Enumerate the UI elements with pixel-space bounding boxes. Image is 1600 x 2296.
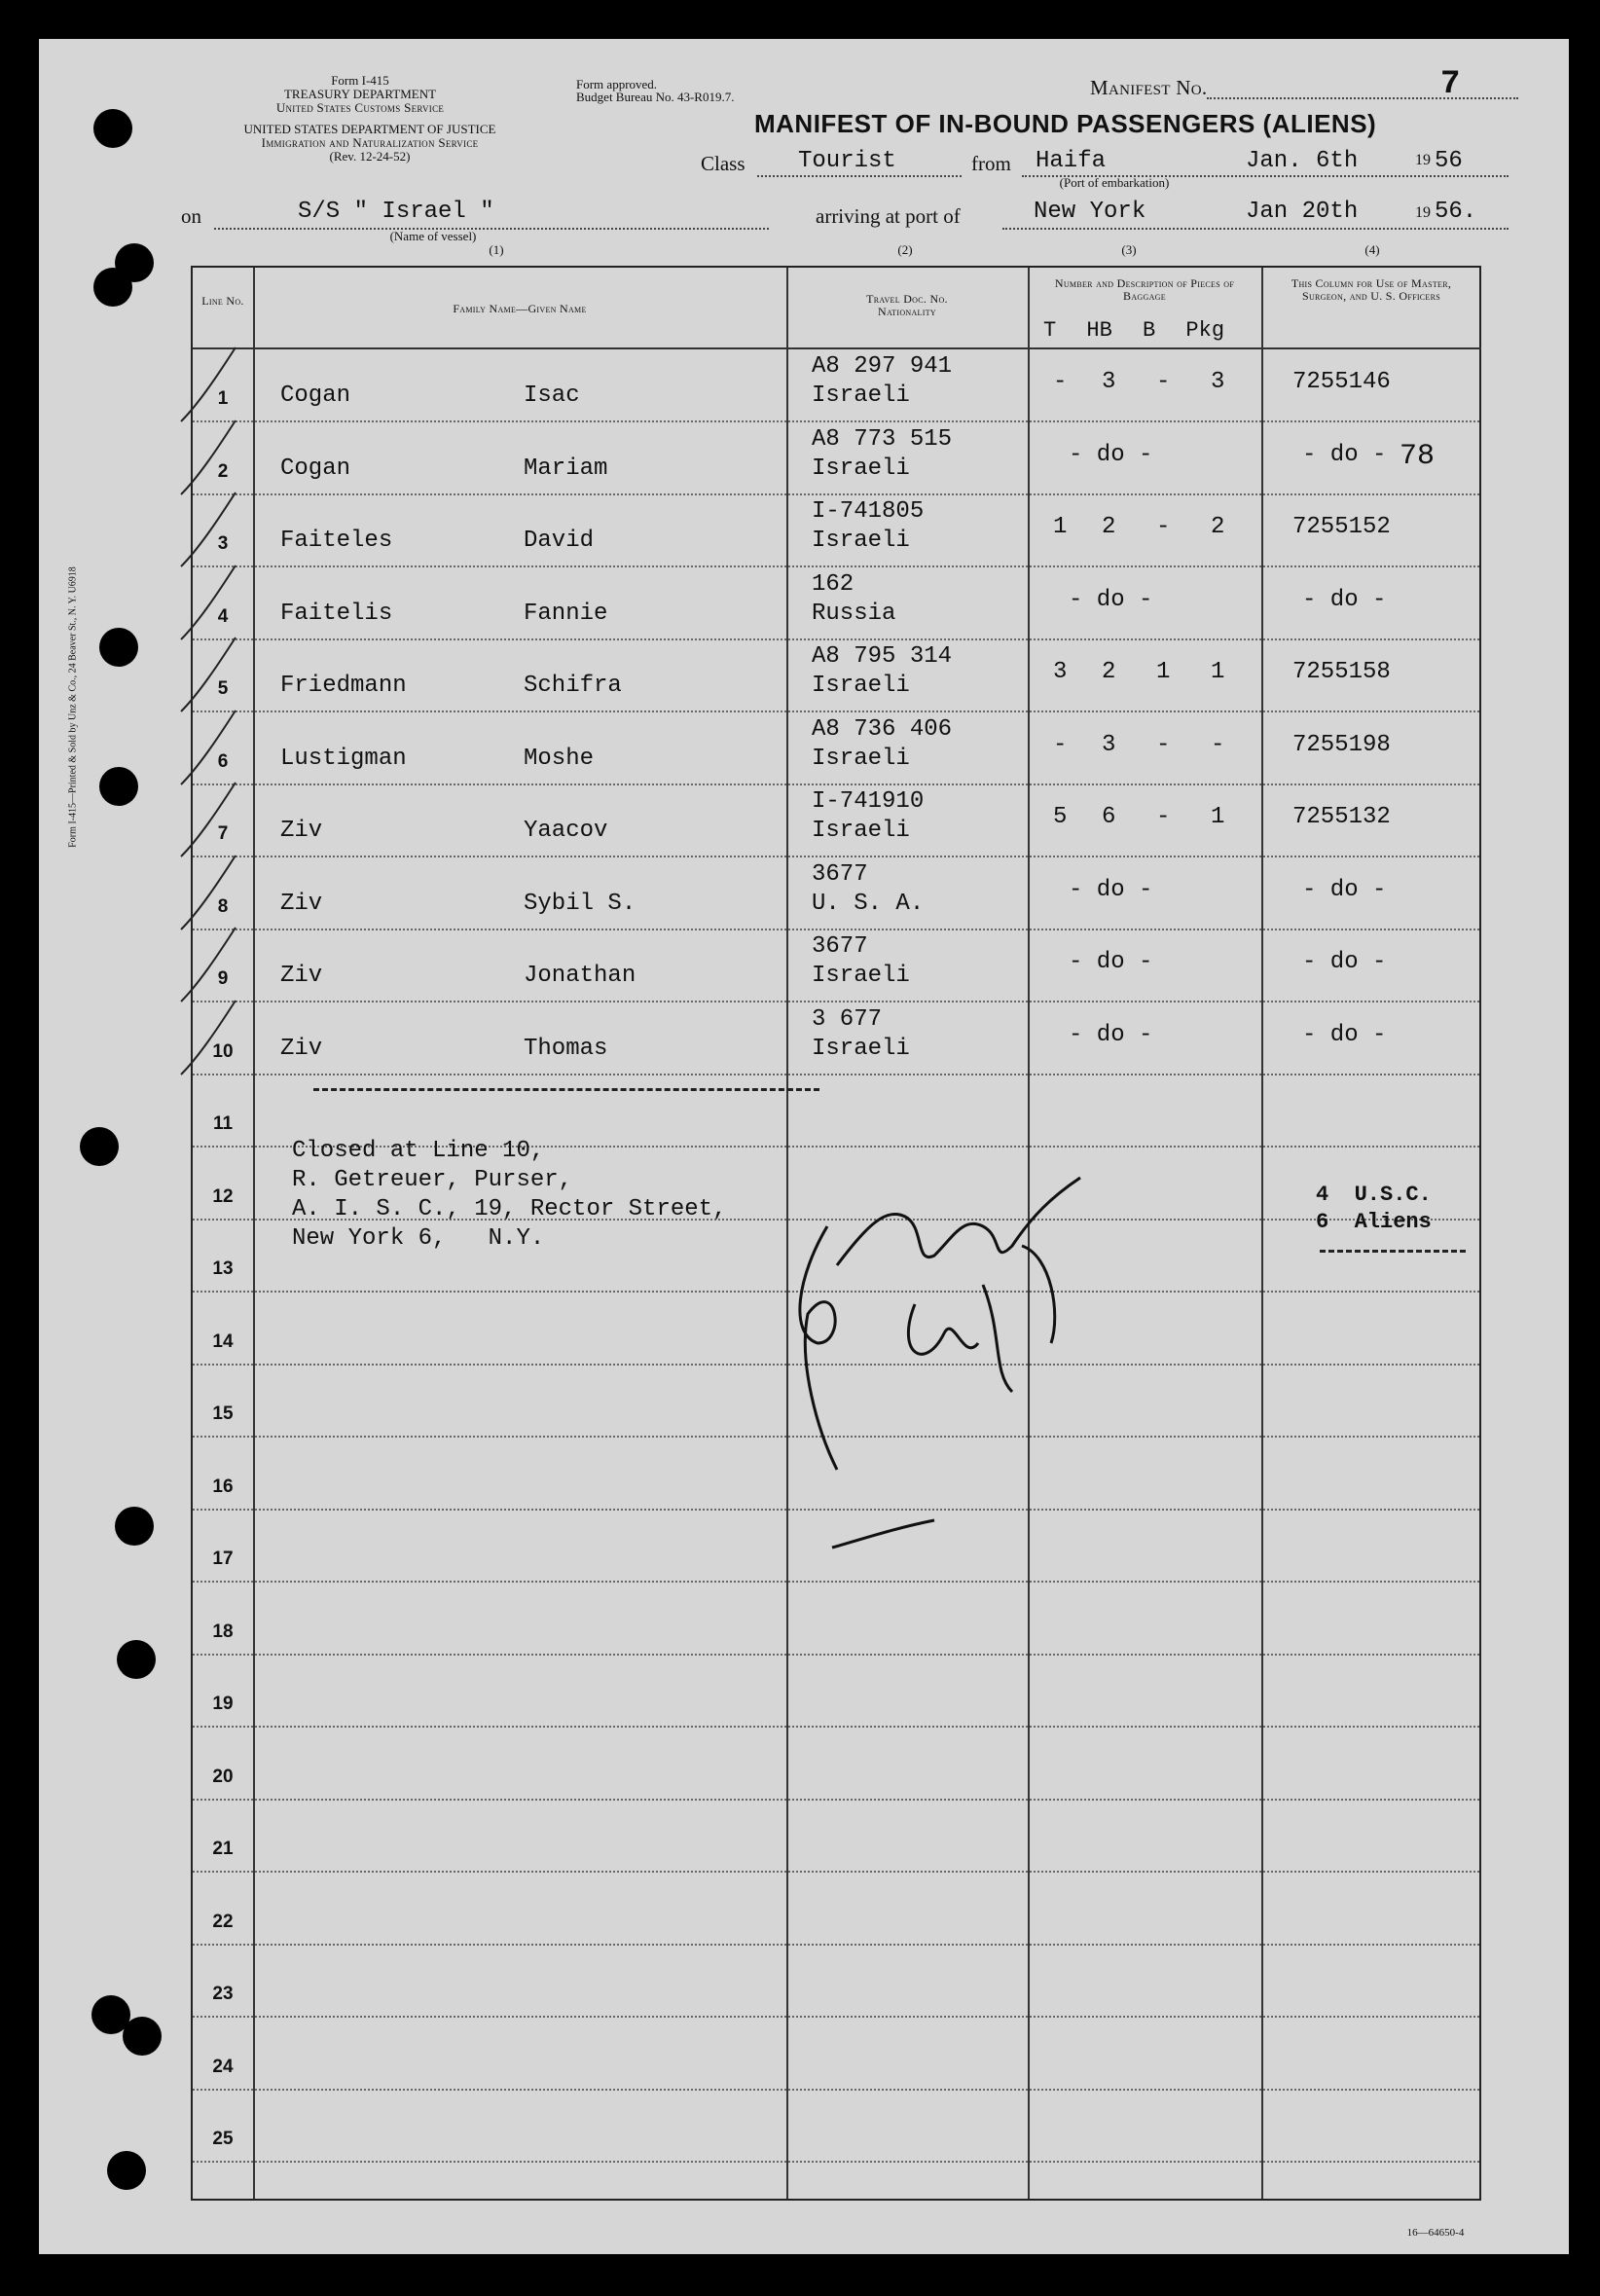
header-officer-use: This Column for Use of Master, Surgeon, and U. S. Officers — [1261, 268, 1481, 349]
travel-doc-no: I-741910 — [812, 788, 925, 815]
bag-b: - — [1156, 369, 1171, 395]
check-mark-icon — [179, 346, 237, 423]
binder-hole — [117, 1640, 156, 1679]
line-number: 20 — [212, 1766, 234, 1787]
alien-summary: 4 U.S.C. 6 Aliens — [1316, 1183, 1432, 1234]
col-ref-1: (1) — [489, 242, 504, 257]
table-row — [193, 494, 1479, 567]
arrival-year: 56. — [1435, 199, 1477, 225]
line-number: 23 — [212, 1984, 234, 2004]
col-ref-4: (4) — [1364, 242, 1380, 257]
line-number: 9 — [217, 968, 229, 989]
arrival-date: Jan 20th — [1246, 199, 1359, 225]
bag-t: - — [1053, 731, 1068, 758]
table-row — [193, 2090, 1479, 2163]
nationality: Israeli — [812, 1035, 910, 1062]
binder-hole — [99, 628, 138, 667]
check-mark-icon — [179, 491, 237, 568]
given-name: Fannie — [524, 600, 608, 627]
officer-use: 7255198 — [1292, 731, 1391, 758]
given-name: Schifra — [524, 673, 622, 699]
nationality: Israeli — [812, 528, 910, 554]
table-row — [193, 1583, 1479, 1656]
nationality: Israeli — [812, 745, 910, 772]
table-row — [193, 1873, 1479, 1946]
on-label: on — [181, 204, 201, 228]
vessel-name: S/S " Israel " — [298, 199, 494, 225]
line-number: 21 — [212, 1839, 234, 1859]
table-row — [193, 712, 1479, 785]
line-number: 12 — [212, 1185, 234, 1207]
form-identity — [234, 74, 487, 115]
vessel-note: (Name of vessel) — [389, 229, 477, 243]
officer-use: - do - — [1302, 586, 1387, 613]
embark-year: 56 — [1435, 148, 1463, 174]
travel-doc-no: A8 773 515 — [812, 425, 953, 453]
header-baggage-label: Number and Description of Pieces of Baggage — [1054, 276, 1235, 303]
officer-use: - do - — [1302, 949, 1387, 975]
given-name: Isac — [524, 383, 580, 409]
approval-block — [576, 78, 810, 103]
bag-pkg: 2 — [1211, 514, 1225, 540]
binder-hole — [107, 2151, 146, 2190]
embark-note: (Port of embarkation) — [1059, 175, 1170, 190]
family-name: Ziv — [280, 1035, 323, 1062]
family-name: Faiteles — [280, 528, 393, 554]
table-row — [193, 639, 1479, 712]
arrival-year-prefix: 19 — [1415, 204, 1431, 221]
from-label: from — [971, 152, 1011, 175]
bag-col-pkg: Pkg — [1185, 318, 1225, 343]
baggage-ditto: - do - — [1069, 441, 1153, 468]
bag-col-t: T — [1043, 318, 1057, 343]
bag-b: - — [1156, 804, 1171, 830]
revision-date: (Rev. 12-24-52) — [329, 149, 411, 164]
table-row — [193, 784, 1479, 857]
printer-imprint: Form I-415—Printed & Sold by Unz & Co., 24 Beaver St., N. Y. U6918 — [67, 566, 79, 848]
manifest-sheet — [39, 39, 1569, 2254]
nationality: Israeli — [812, 455, 910, 482]
travel-doc-no: 3677 — [812, 933, 868, 960]
embark-date: Jan. 6th — [1246, 148, 1359, 174]
arriving-label: arriving at port of — [816, 204, 961, 228]
line-number: 5 — [217, 678, 229, 699]
travel-doc-no: A8 795 314 — [812, 643, 953, 670]
line-number: 24 — [212, 2056, 234, 2077]
officer-use: 7255132 — [1292, 804, 1391, 830]
line-number: 3 — [217, 533, 229, 554]
treasury-dept: TREASURY DEPARTMENT — [283, 87, 437, 101]
col-ref-2: (2) — [897, 242, 913, 257]
binder-hole — [93, 109, 132, 148]
line-number: 19 — [212, 1694, 234, 1714]
check-mark-icon — [179, 926, 237, 1003]
table-row — [193, 1728, 1479, 1801]
family-name: Cogan — [280, 455, 351, 482]
manifest-label: Manifest No. — [1090, 76, 1208, 99]
officer-use: - do - — [1302, 876, 1387, 903]
summary-rule — [1320, 1250, 1466, 1253]
baggage-subheaders — [1043, 318, 1225, 343]
header-travel-doc: Travel Doc. No. Nationality — [786, 268, 1028, 349]
embark-year-prefix: 19 — [1415, 152, 1431, 168]
nationality: Russia — [812, 600, 896, 627]
nationality: Israeli — [812, 673, 910, 699]
given-name: Thomas — [524, 1035, 608, 1062]
nationality: U. S. A. — [812, 890, 925, 917]
inspector-signature — [759, 1110, 1109, 1479]
check-mark-icon — [179, 636, 237, 713]
family-name: Faitelis — [280, 600, 393, 627]
bag-b: - — [1156, 731, 1171, 758]
bag-pkg: 1 — [1211, 804, 1225, 830]
bag-b: 1 — [1156, 659, 1171, 685]
line-number: 8 — [217, 895, 229, 917]
line-number: 4 — [217, 605, 229, 627]
header-family-name: Family Name—Given Name — [253, 268, 786, 349]
ins-service: Immigration and Naturalization Service — [261, 135, 479, 150]
bag-pkg: 3 — [1211, 369, 1225, 395]
check-mark-icon — [179, 781, 237, 858]
given-name: Mariam — [524, 455, 608, 482]
line-number: 15 — [212, 1403, 234, 1424]
bag-col-hb: HB — [1086, 318, 1112, 343]
bag-hb: 3 — [1102, 369, 1116, 395]
baggage-ditto: - do - — [1069, 1021, 1153, 1048]
line-number: 11 — [212, 1113, 234, 1134]
line-number: 7 — [217, 823, 229, 844]
officer-use: - do - — [1302, 441, 1387, 468]
officer-use: 7255152 — [1292, 514, 1391, 540]
bag-hb: 6 — [1102, 804, 1116, 830]
given-name: Yaacov — [524, 818, 608, 844]
binder-hole — [115, 1507, 154, 1546]
arrival-line — [1002, 228, 1509, 230]
bag-b: - — [1156, 514, 1171, 540]
customs-service: United States Customs Service — [275, 100, 445, 115]
header-line-no: Line No. — [193, 268, 253, 349]
binder-hole — [123, 2017, 162, 2056]
family-name: Cogan — [280, 383, 351, 409]
line-number: 1 — [217, 388, 229, 409]
family-name: Ziv — [280, 963, 323, 989]
form-number: Form I-415 — [331, 73, 389, 88]
form-approved: Form approved. — [576, 77, 658, 91]
manifest-number: 7 — [1440, 66, 1461, 103]
table-row — [193, 567, 1479, 640]
nationality: Israeli — [812, 383, 910, 409]
travel-doc-no: A8 736 406 — [812, 715, 953, 743]
class-line — [757, 175, 962, 177]
footer-code: 16—64650-4 — [1406, 2227, 1465, 2239]
table-row — [193, 2018, 1479, 2091]
arrival-port: New York — [1034, 199, 1146, 225]
col-ref-3: (3) — [1121, 242, 1137, 257]
baggage-ditto: - do - — [1069, 876, 1153, 903]
travel-doc-no: I-741805 — [812, 498, 925, 525]
given-name: Sybil S. — [524, 890, 636, 917]
bag-t: 1 — [1053, 514, 1068, 540]
officer-note: 78 — [1400, 439, 1436, 473]
check-mark-icon — [179, 999, 237, 1076]
binder-hole — [115, 243, 154, 282]
check-mark-icon — [179, 709, 237, 786]
line-number: 16 — [212, 1476, 234, 1497]
line-number: 25 — [212, 2129, 234, 2149]
closing-note: Closed at Line 10, R. Getreuer, Purser, A. I. S. C., 19, Rector Street, New York 6, N.Y. — [292, 1138, 727, 1252]
family-name: Friedmann — [280, 673, 407, 699]
binder-hole — [80, 1127, 119, 1166]
table-row — [193, 349, 1479, 422]
bag-pkg: 1 — [1211, 659, 1225, 685]
family-name: Lustigman — [280, 745, 407, 772]
line-number: 13 — [212, 1258, 234, 1279]
class-label: Class — [701, 152, 745, 175]
closing-rule — [313, 1088, 819, 1091]
table-row — [193, 422, 1479, 495]
travel-doc-no: 3677 — [812, 860, 868, 888]
bag-hb: 2 — [1102, 514, 1116, 540]
budget-bureau: Budget Bureau No. 43-R019.7. — [576, 90, 735, 104]
baggage-ditto: - do - — [1069, 586, 1153, 613]
justice-dept: UNITED STATES DEPARTMENT OF JUSTICE — [243, 122, 496, 136]
bag-pkg: - — [1211, 731, 1225, 758]
line-number: 6 — [217, 750, 229, 772]
nationality: Israeli — [812, 818, 910, 844]
bag-t: - — [1053, 369, 1068, 395]
justice-block — [175, 123, 564, 164]
family-name: Ziv — [280, 818, 323, 844]
embark-port: Haifa — [1036, 148, 1107, 174]
manifest-no-line — [1207, 97, 1518, 99]
bag-hb: 3 — [1102, 731, 1116, 758]
class-value: Tourist — [798, 148, 896, 174]
table-row — [193, 1002, 1479, 1075]
table-row — [193, 929, 1479, 1002]
given-name: Jonathan — [524, 963, 636, 989]
header-baggage — [1028, 268, 1261, 349]
officer-use: 7255146 — [1292, 369, 1391, 395]
table-row — [193, 857, 1479, 930]
table-row — [193, 1945, 1479, 2018]
line-number: 10 — [212, 1040, 234, 1062]
page-title: MANIFEST OF IN-BOUND PASSENGERS (ALIENS) — [754, 109, 1377, 138]
check-mark-icon — [179, 564, 237, 641]
line-number: 2 — [217, 460, 229, 482]
check-mark-icon — [179, 854, 237, 931]
travel-doc-no: 162 — [812, 570, 855, 598]
family-name: Ziv — [280, 890, 323, 917]
line-number: 18 — [212, 1621, 234, 1642]
given-name: Moshe — [524, 745, 595, 772]
given-name: David — [524, 528, 595, 554]
travel-doc-no: A8 297 941 — [812, 353, 953, 380]
line-number: 17 — [212, 1549, 234, 1569]
bag-t: 5 — [1053, 804, 1068, 830]
travel-doc-no: 3 677 — [812, 1005, 883, 1033]
line-number: 14 — [212, 1330, 234, 1352]
table-row — [193, 1800, 1479, 1873]
binder-hole — [99, 767, 138, 806]
line-number: 22 — [212, 1911, 234, 1932]
ink-stroke — [827, 1518, 944, 1557]
bag-col-b: B — [1143, 318, 1156, 343]
table-row — [193, 1655, 1479, 1728]
nationality: Israeli — [812, 963, 910, 989]
bag-hb: 2 — [1102, 659, 1116, 685]
officer-use: 7255158 — [1292, 659, 1391, 685]
check-mark-icon — [179, 419, 237, 496]
bag-t: 3 — [1053, 659, 1068, 685]
baggage-ditto: - do - — [1069, 949, 1153, 975]
officer-use: - do - — [1302, 1021, 1387, 1048]
